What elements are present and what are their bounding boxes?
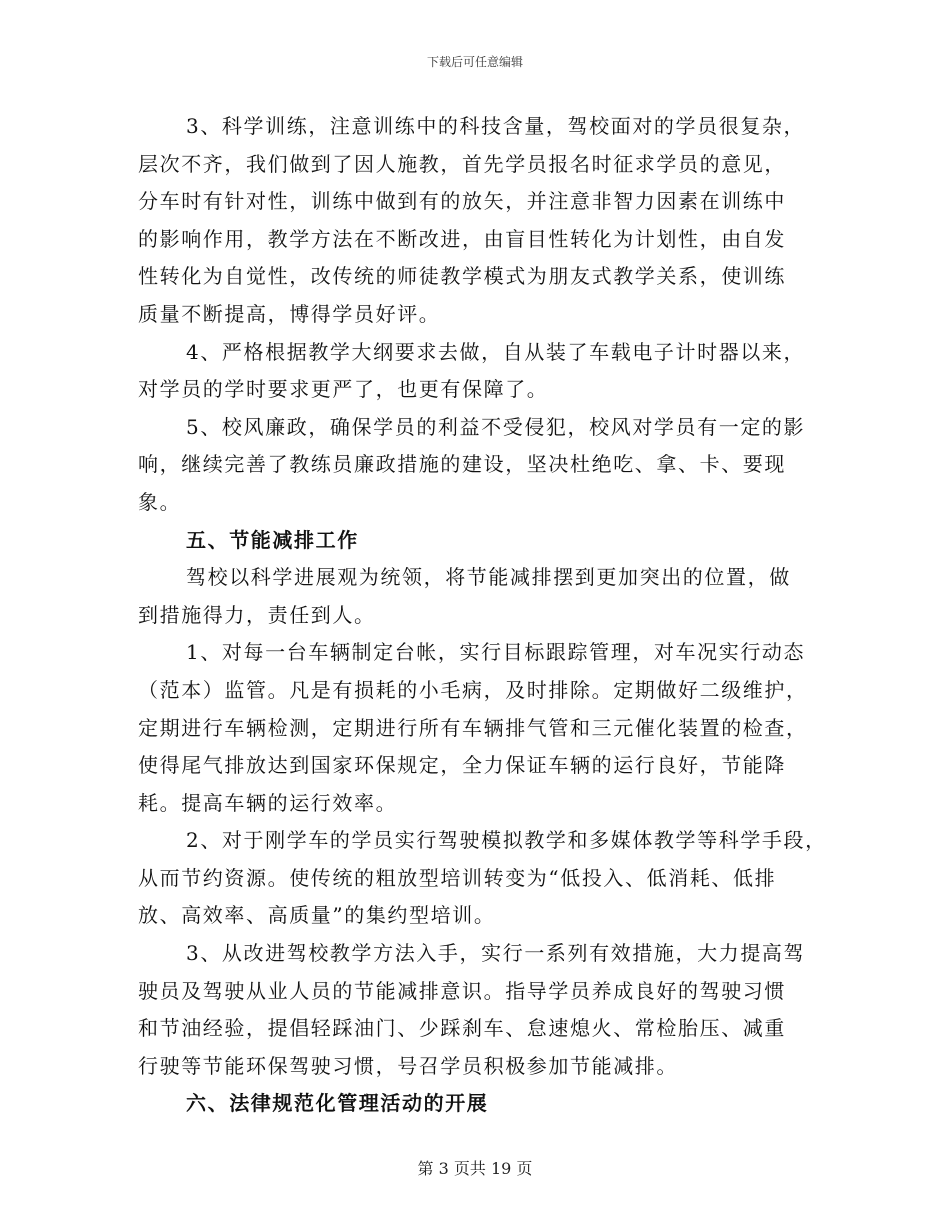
text-line: 2、对于刚学车的学员实行驾驶模拟教学和多媒体教学等科学手段， (186, 828, 827, 853)
text-line: 层次不齐，我们做到了因人施教，首先学员报名时征求学员的意见， (138, 151, 786, 176)
page-footer: 第 3 页共 19 页 (417, 1159, 533, 1178)
text-line: 使得尾气排放达到国家环保规定，全力保证车辆的运行良好，节能降 (138, 753, 786, 778)
text-line: （范本）监管。凡是有损耗的小毛病，及时排除。定期做好二级维护， (138, 677, 808, 702)
page-header: 下载后可任意编辑 (426, 55, 523, 69)
text-line: 定期进行车辆检测，定期进行所有车辆排气管和三元催化装置的检查， (138, 715, 808, 740)
text-line: 对学员的学时要求更严了，也更有保障了。 (138, 377, 549, 402)
text-line: 放、高效率、高质量”的集约型培训。 (138, 903, 496, 928)
text-line: 4、严格根据教学大纲要求去做，自从装了车载电子计时器以来， (186, 339, 806, 364)
text-line: 1、对每一台车辆制定台帐，实行目标跟踪管理，对车况实行动态 (186, 640, 806, 665)
text-line: 的影响作用，教学方法在不断改进，由盲目性转化为计划性，由自发 (138, 226, 786, 251)
text-line: 3、从改进驾校教学方法入手，实行一系列有效措施，大力提高驾 (186, 941, 806, 966)
text-line: 象。 (138, 489, 182, 514)
document-body (138, 108, 827, 1123)
text-line: 3、科学训练，注意训练中的科技含量，驾校面对的学员很复杂， (186, 114, 806, 138)
text-line: 和节油经验，提倡轻踩油门、少踩刹车、怠速熄火、常检胎压、减重 (138, 1016, 786, 1041)
text-line: 驶员及驾驶从业人员的节能减排意识。指导学员养成良好的驾驶习惯 (138, 978, 786, 1003)
text-line: 到措施得力，责任到人。 (138, 602, 376, 627)
section-heading: 六、法律规范化管理活动的开展 (186, 1091, 489, 1116)
text-line: 行驶等节能环保驾驶习惯，号召学员积极参加节能减排。 (138, 1053, 678, 1078)
text-line: 驾校以科学进展观为统领，将节能减排摆到更加突出的位置，做 (186, 565, 791, 590)
text-line: 性转化为自觉性，改传统的师徒教学模式为朋友式教学关系，使训练 (138, 264, 786, 289)
text-line: 从而节约资源。使传统的粗放型培训转变为“低投入、低消耗、低排 (138, 865, 777, 890)
text-line: 耗。提高车辆的运行效率。 (138, 790, 398, 815)
text-line: 响，继续完善了教练员廉政措施的建设，坚决杜绝吃、拿、卡、要现 (138, 452, 786, 477)
text-line: 分车时有针对性，训练中做到有的放矢，并注意非智力因素在训练中 (138, 189, 786, 214)
section-heading: 五、节能减排工作 (186, 527, 359, 552)
text-line: 质量不断提高，博得学员好评。 (138, 301, 441, 326)
text-line: 5、校风廉政，确保学员的利益不受侵犯，校风对学员有一定的影 (186, 414, 806, 439)
